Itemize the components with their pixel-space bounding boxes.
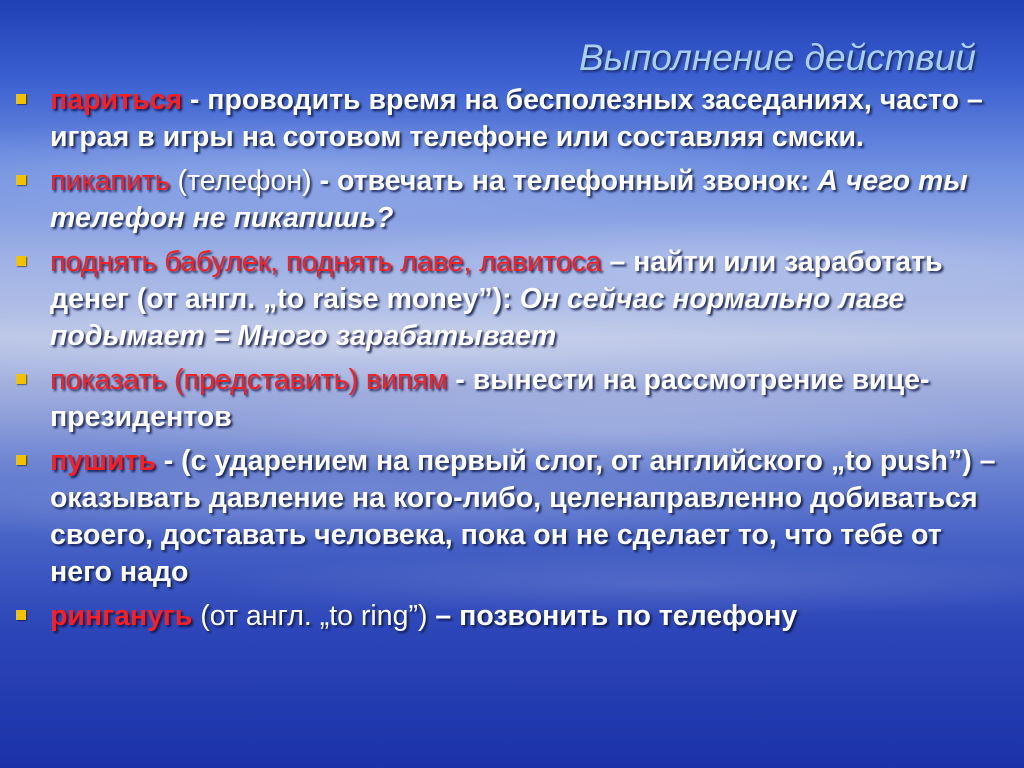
square-bullet-icon — [16, 175, 26, 185]
term-note: (телефон) — [169, 165, 312, 197]
example: А чего ты телефон не пикапишь? — [50, 165, 968, 234]
term: париться — [50, 84, 182, 116]
term: пикапить — [50, 165, 170, 197]
definition: – найти или заработать денег (от англ. „to raise money”): — [50, 246, 943, 315]
definition: - (с ударением на первый слог, от английского „to push”) – оказывать давление на кого-либо, целенаправленно добиваться своего, доставать человека, пока он не сделает то, что тебе от него надо — [50, 445, 996, 588]
list-item — [12, 443, 1002, 591]
list-item — [12, 244, 1002, 355]
definition: - проводить время на бесполезных заседаниях, часто – играя в игры на сотовом телефоне или составляя смски. — [50, 84, 983, 153]
square-bullet-icon — [16, 256, 26, 266]
square-bullet-icon — [16, 374, 26, 384]
term: ринганугь — [50, 600, 193, 632]
definition: – позвонить по телефону — [427, 600, 798, 632]
term: показать (представить) випям — [50, 364, 448, 396]
list-item — [12, 598, 1002, 635]
slide-title: Выполнение действий — [578, 37, 976, 78]
example: Он сейчас нормально лаве подымает = Много зарабатывает — [50, 283, 905, 352]
definition: - отвечать на телефонный звонок: — [311, 165, 818, 197]
definition: - вынести на рассмотрение вице-президентов — [50, 364, 930, 433]
term: пушить — [50, 445, 156, 477]
list-item — [12, 82, 1002, 156]
list-item — [12, 362, 1002, 436]
term: поднять бабулек, поднять лаве, лавитоса — [50, 246, 602, 278]
bullet-list — [12, 82, 1002, 642]
square-bullet-icon — [16, 610, 26, 620]
square-bullet-icon — [16, 94, 26, 104]
square-bullet-icon — [16, 455, 26, 465]
term-note: (от англ. „to ring”) — [192, 600, 428, 632]
list-item — [12, 163, 1002, 237]
